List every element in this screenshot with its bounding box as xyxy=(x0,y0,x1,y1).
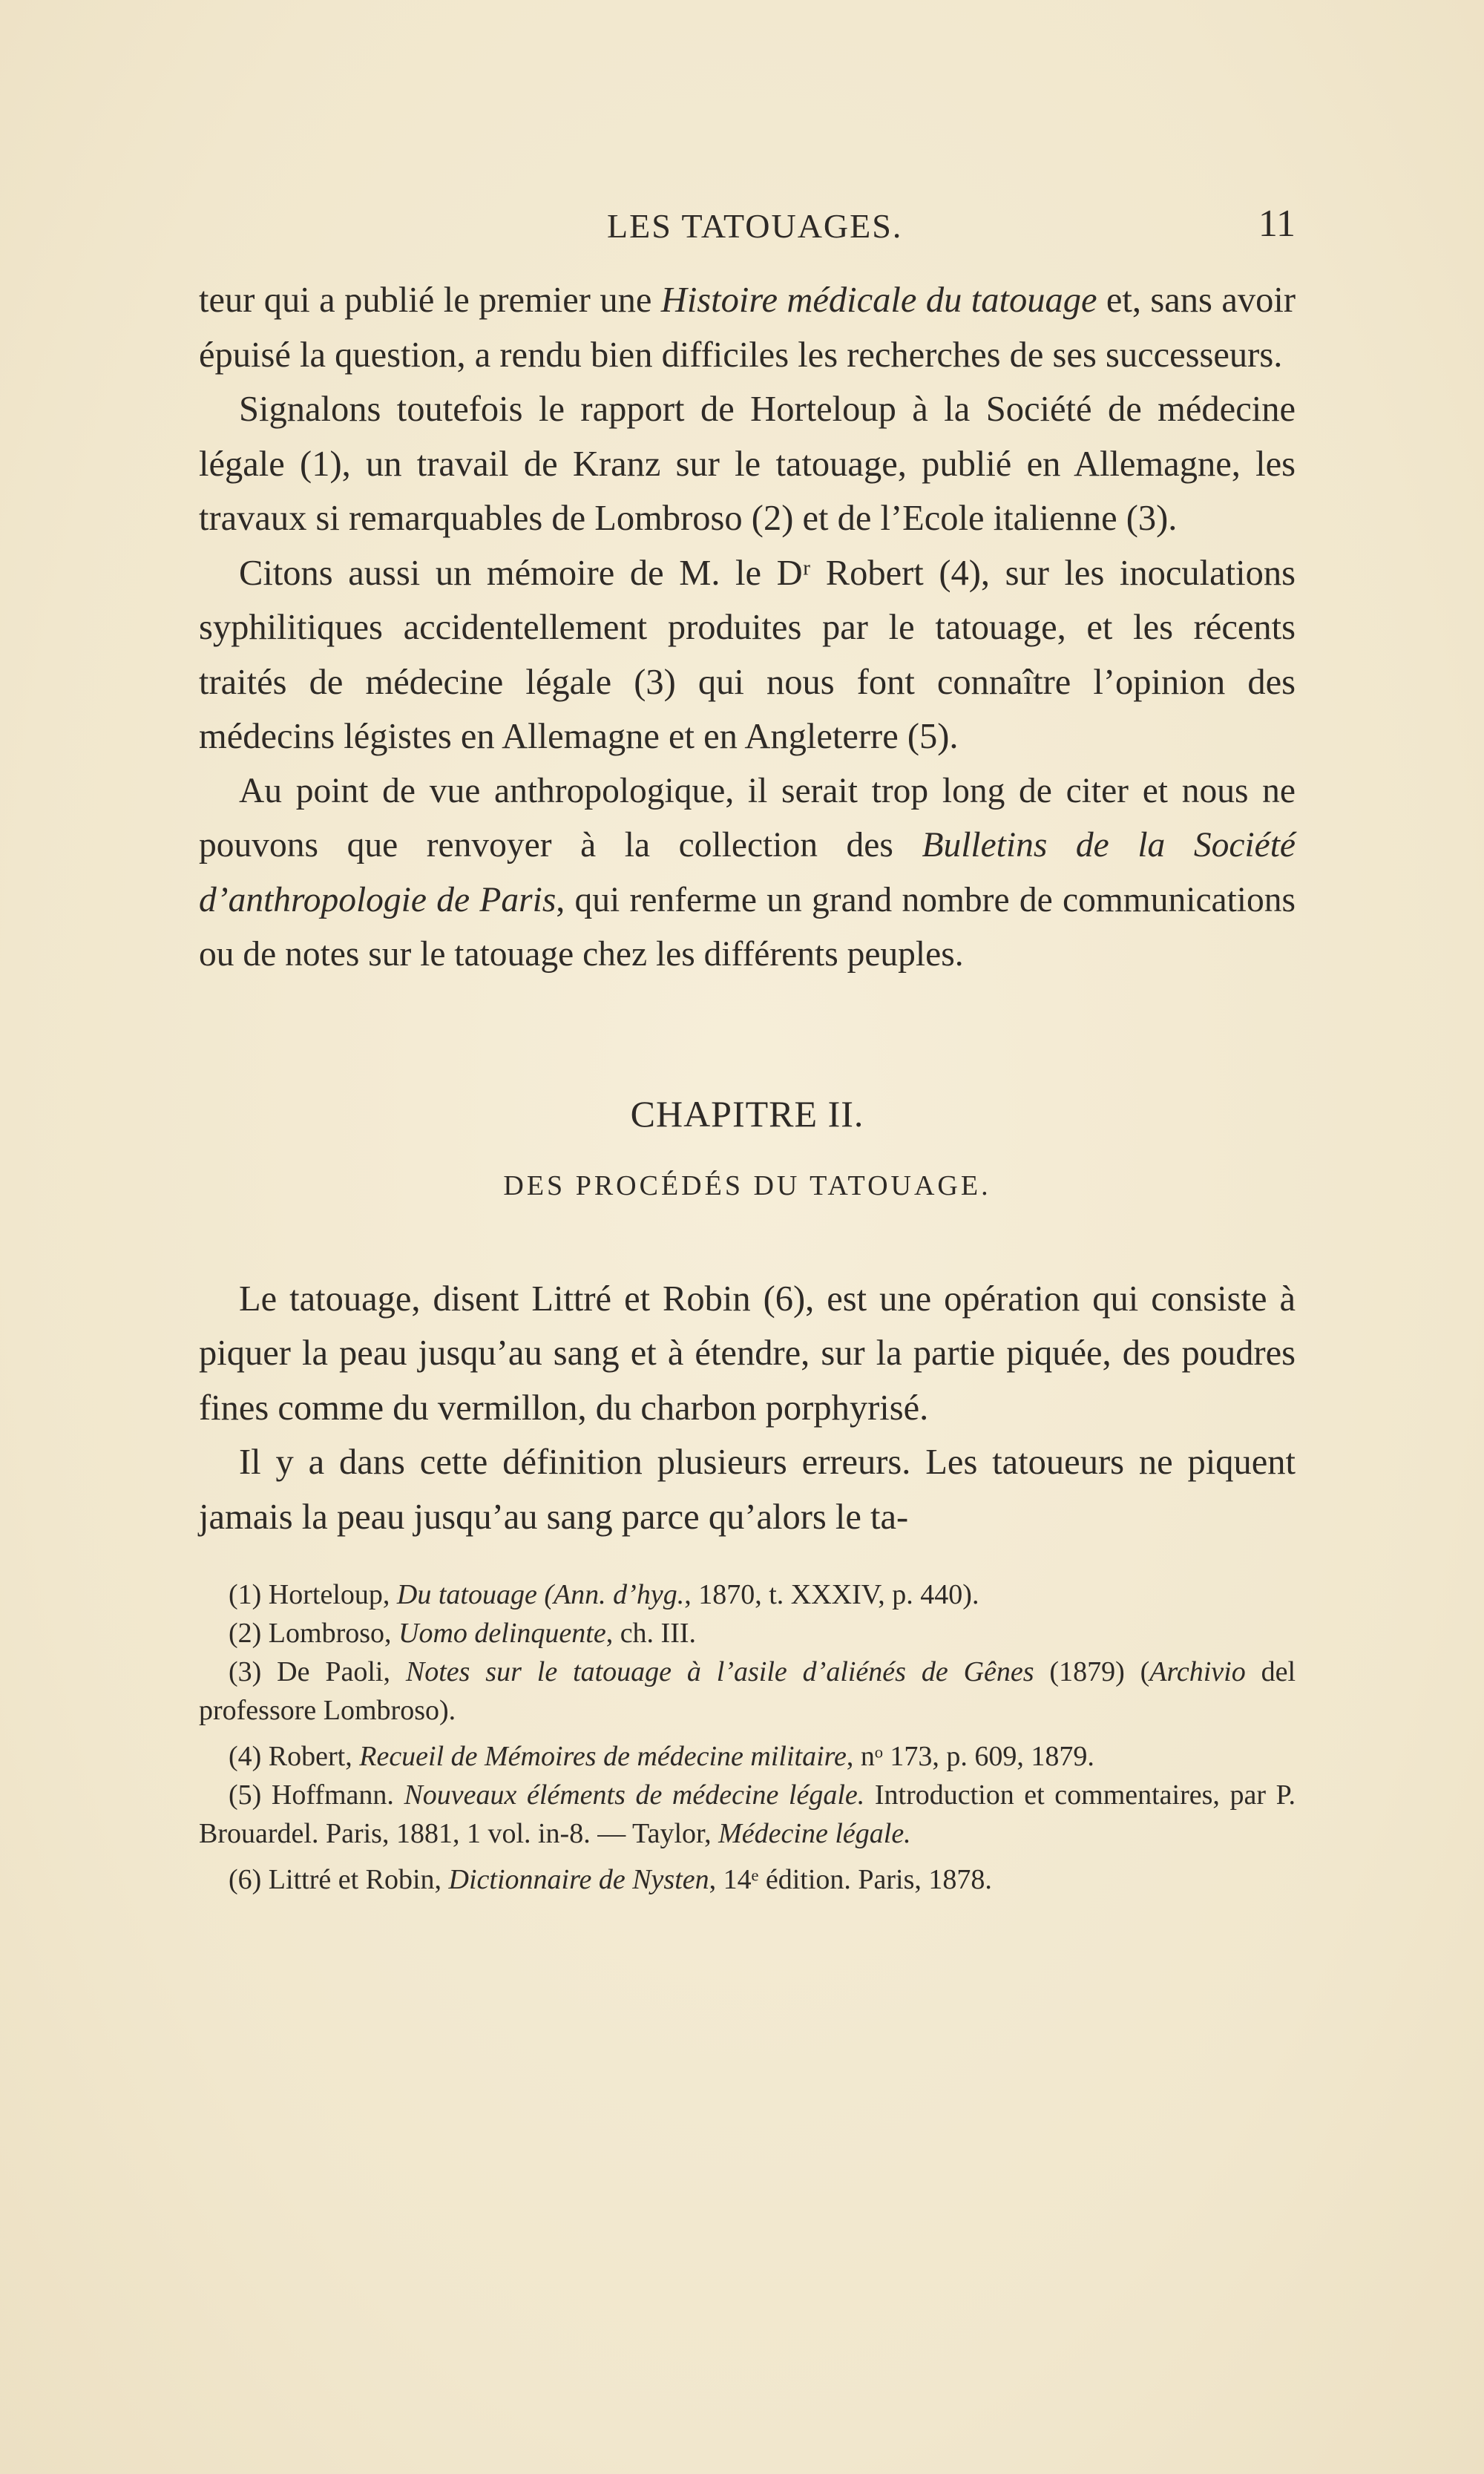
footnotes xyxy=(199,1575,1296,1899)
chapter-subtitle: DES PROCÉDÉS DU TATOUAGE. xyxy=(503,1169,991,1201)
paragraph-erreurs: Il y a dans cette définition plusieurs erreurs. Les tatoueurs ne piquent jamais la peau jusqu’au sang parce qu’alors le ta- xyxy=(199,1443,1296,1537)
footnote-1: (1) Horteloup, Du tatouage (Ann. d’hyg., 1870, t. XXXIV, p. 440). xyxy=(229,1579,979,1610)
page-number: 11 xyxy=(1258,203,1296,245)
footnote-3: (3) De Paoli, Notes sur le tatouage à l’asile d’aliénés de Gênes (1879) (Archivio del professore Lombroso). xyxy=(199,1656,1296,1726)
paragraph-definition: Le tatouage, disent Littré et Robin (6), est une opération qui consiste à piquer la peau jusqu’au sang et à étendre, sur la partie piquée, des poudres fines comme du vermillon, du charbon porphyrisé. xyxy=(199,1279,1296,1428)
chapter-body xyxy=(199,1272,1296,1545)
paragraph-citons: Citons aussi un mémoire de M. le Dʳ Robert (4), sur les inoculations syphilitiques accidentellement produites par le tatouage, et les récents traités de médecine légale (3) qui nous font connaître l’opinion des médecins légistes en Allemagne et en Angleterre (5). xyxy=(199,553,1296,756)
italic-title: Histoire médicale du tatouage xyxy=(660,280,1097,320)
page-body xyxy=(199,273,1296,1899)
footnote-2: (2) Lombroso, Uomo delinquente, ch. III. xyxy=(229,1618,697,1649)
footnote-4: (4) Robert, Recueil de Mémoires de médecine militaire, nᵒ 173, p. 609, 1879. xyxy=(229,1741,1094,1772)
page-header xyxy=(199,203,1296,251)
footnote-6: (6) Littré et Robin, Dictionnaire de Nysten, 14ᵉ édition. Paris, 1878. xyxy=(229,1864,992,1895)
footnote-5: (5) Hoffmann. Nouveaux éléments de médecine légale. Introduction et commentaires, par P. Brouardel. Paris, 1881, 1 vol. in-8. — Taylor, Médecine légale. xyxy=(199,1779,1296,1849)
paragraph-signalons: Signalons toutefois le rapport de Horteloup à la Société de médecine légale (1), un travail de Kranz sur le tatouage, publié en Allemagne, les travaux si remarquables de Lombroso (2) et de l’Ecole italienne (3). xyxy=(199,390,1296,538)
chapter-title: CHAPITRE II. xyxy=(630,1092,864,1135)
running-head: LES TATOUAGES. xyxy=(607,207,903,245)
paragraph-anthropologique: Au point de vue anthropologique, il serait trop long de citer et nous ne pouvons que renvoyer à la collection des Bulletins de la Société d’anthropologie de Paris, qui renferme un grand nombre de communications ou de notes sur le tatouage chez les différents peuples. xyxy=(199,771,1296,974)
italic-bulletins: Bulletins de la Société d’anthropologie de Paris xyxy=(199,826,1296,919)
paragraph-continued: teur qui a publié le premier une Histoire médicale du tatouage et, sans avoir épuisé la question, a rendu bien difficiles les recherches de ses successeurs. xyxy=(199,280,1296,375)
